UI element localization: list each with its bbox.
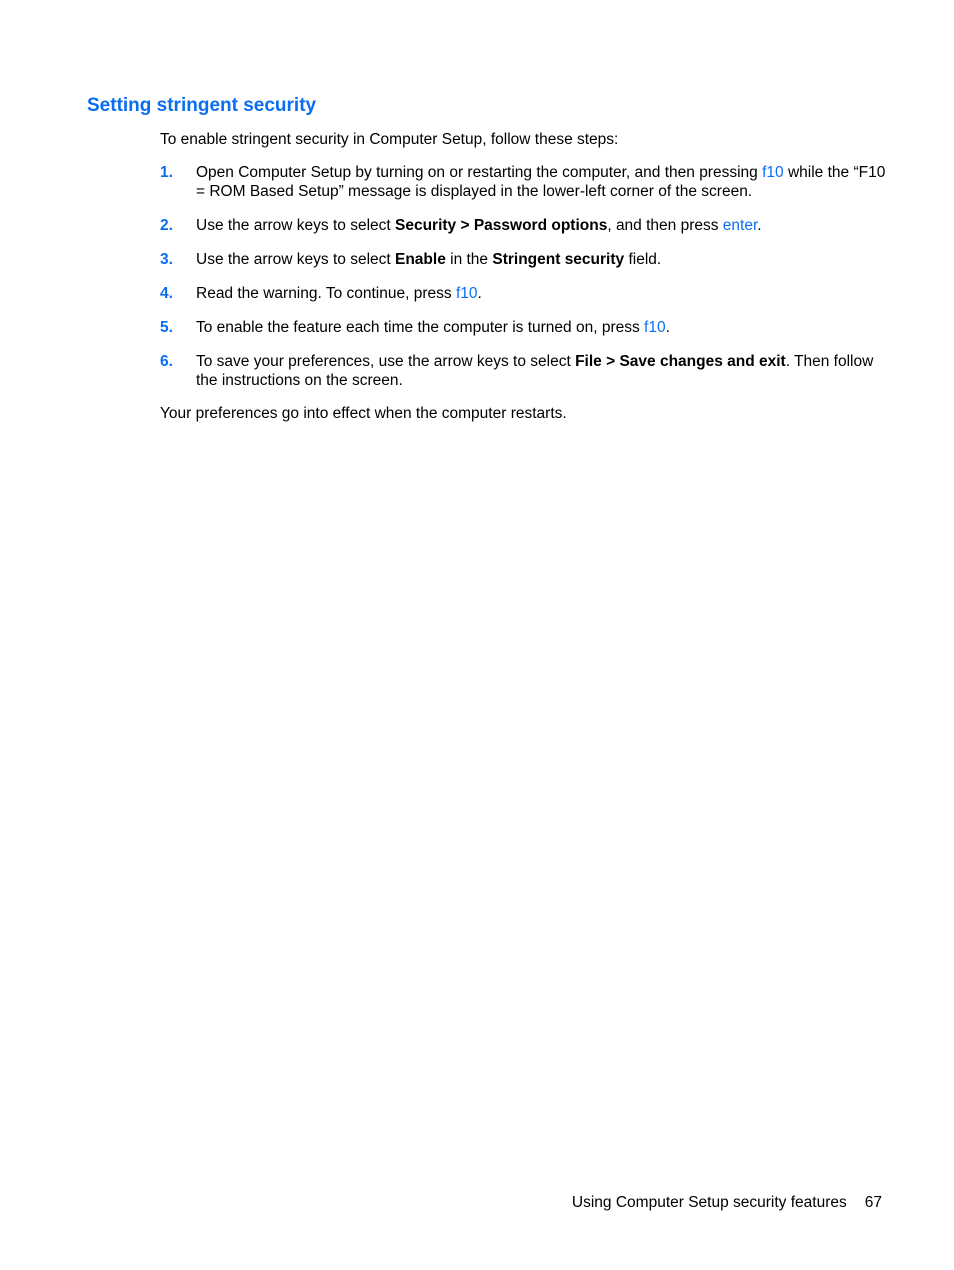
intro-paragraph: To enable stringent security in Computer Setup, follow these steps: xyxy=(160,131,619,148)
menu-path: Security > Password options xyxy=(395,217,608,234)
outro-paragraph: Your preferences go into effect when the computer restarts. xyxy=(160,405,567,422)
step-text: Use the arrow keys to select xyxy=(196,251,395,268)
step-3 xyxy=(160,250,890,269)
step-4 xyxy=(160,284,890,303)
step-text: , and then press xyxy=(607,217,723,234)
step-text: in the xyxy=(445,251,493,268)
step-number: 6. xyxy=(160,353,173,370)
page-footer xyxy=(572,1193,882,1212)
step-number: 3. xyxy=(160,251,173,268)
step-text: while the “F10 = ROM Based Setup” message is displayed in the lower-left corner of the screen. xyxy=(196,164,886,200)
option-name: Enable xyxy=(395,251,446,268)
step-text: field. xyxy=(624,251,662,268)
step-text: . xyxy=(477,285,482,302)
step-text: . xyxy=(757,217,762,234)
step-text: . Then follow the instructions on the screen. xyxy=(196,353,874,389)
key-enter: enter xyxy=(722,217,758,234)
step-text: To save your preferences, use the arrow keys to select xyxy=(196,353,576,370)
footer-chapter-title: Using Computer Setup security features xyxy=(571,1194,847,1211)
step-text: . xyxy=(665,319,670,336)
step-number: 1. xyxy=(160,164,173,181)
menu-path: File > Save changes and exit xyxy=(575,353,786,370)
step-2 xyxy=(160,216,890,235)
step-1 xyxy=(160,163,890,201)
step-text: Read the warning. To continue, press xyxy=(196,285,456,302)
field-name: Stringent security xyxy=(492,251,625,268)
step-6 xyxy=(160,352,890,390)
step-number: 5. xyxy=(160,319,173,336)
key-f10: f10 xyxy=(644,319,666,336)
steps-list xyxy=(160,163,890,405)
key-f10: f10 xyxy=(762,164,784,181)
page-number: 67 xyxy=(864,1194,882,1211)
section-title: Setting stringent security xyxy=(87,95,317,116)
step-number: 2. xyxy=(160,217,173,234)
step-number: 4. xyxy=(160,285,173,302)
step-text: To enable the feature each time the computer is turned on, press xyxy=(196,319,645,336)
step-text: Open Computer Setup by turning on or restarting the computer, and then pressing xyxy=(196,164,763,181)
step-text: Use the arrow keys to select xyxy=(196,217,395,234)
step-5 xyxy=(160,318,890,337)
key-f10: f10 xyxy=(455,285,478,302)
